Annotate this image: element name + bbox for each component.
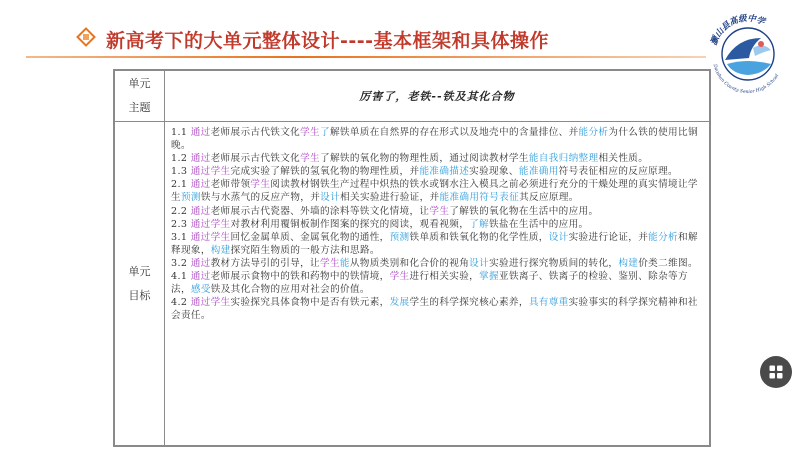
- goal-segment: 2.1: [171, 179, 191, 191]
- goal-item: [171, 296, 703, 322]
- goal-segment: 从物质类别和化合价的视角: [349, 257, 470, 269]
- goal-segment: 探究陌生物质的一般方法和思路。: [230, 244, 380, 256]
- goal-item: [171, 165, 703, 178]
- goal-segment: 3.1: [171, 231, 191, 243]
- goals-label: [115, 122, 165, 446]
- goal-segment: 老师展示食物中的铁和药物中的铁情境，: [210, 271, 390, 283]
- goal-segment: 教材方法导引的引导，让: [210, 257, 320, 269]
- goal-segment: 实验事实的科学探究精神和社会责任。: [171, 297, 698, 322]
- goal-segment: 学生的科学探究核心素养，: [409, 297, 529, 309]
- goal-segment: 通过: [190, 205, 211, 217]
- goal-item: [171, 218, 703, 231]
- goals-list: [165, 122, 710, 446]
- goal-segment: 对教材利用覆铜板制作图案的探究的阅读，观看视频，: [230, 218, 470, 230]
- goal-segment: 4.2: [171, 297, 191, 309]
- goal-segment: 学生: [429, 205, 450, 217]
- goal-segment: 能分析: [578, 127, 609, 138]
- goal-segment: 老师展示古代铁文化: [210, 127, 301, 138]
- goal-item: [171, 270, 703, 296]
- goal-segment: 实验现象、: [469, 166, 519, 178]
- goal-segment: 价类二维图。: [638, 257, 698, 269]
- goal-segment: 能自我归纳整理: [528, 153, 599, 165]
- goal-item: [171, 205, 703, 218]
- goal-segment: 能准确用: [518, 166, 559, 178]
- goal-segment: 铁与水蒸气的反应产物，并: [200, 192, 321, 204]
- header: [0, 0, 700, 62]
- diamond-bullet-icon: [76, 27, 96, 47]
- goal-segment: 2.2: [171, 205, 191, 217]
- goals-label-text: 单元 目标: [128, 264, 151, 302]
- goal-segment: 阅读教材钢铁生产过程中炽热的铁水或钢水注入模具之前必须进行充分的干燥处理的真实情境让学生: [171, 179, 698, 204]
- goal-item: [171, 126, 703, 152]
- goal-segment: 1.3: [171, 166, 191, 178]
- goal-segment: 学生: [389, 271, 410, 283]
- goal-segment: 能: [339, 257, 350, 269]
- goal-segment: 通过: [190, 257, 211, 269]
- goal-segment: 解铁单质在自然界的存在形式以及地壳中的含量排位、并: [329, 127, 579, 138]
- goal-segment: 通过学生: [190, 297, 231, 309]
- goal-segment: 构建: [618, 257, 639, 269]
- title-underline: [26, 56, 706, 58]
- unit-design-table: [113, 69, 711, 447]
- goal-segment: 3.2: [171, 257, 191, 269]
- goal-segment: 设计: [548, 231, 569, 243]
- logo-text: 灏山县高级中学: [709, 13, 767, 47]
- goal-segment: 实验进行探究物质间的转化，: [489, 257, 619, 269]
- goal-segment: 通过学生: [190, 231, 231, 243]
- goal-segment: 预测: [389, 231, 410, 243]
- goal-segment: 老师带领: [210, 179, 251, 191]
- goal-segment: 实验进行论证，并: [568, 231, 649, 243]
- theme-row: [115, 71, 710, 122]
- goal-segment: 掌握: [479, 271, 499, 283]
- goal-segment: 铁单质和铁氧化物的化学性质，: [409, 231, 549, 243]
- goal-segment: 通过: [190, 179, 211, 191]
- goal-segment: 学生: [300, 153, 320, 165]
- goal-segment: 了解铁的氧化物在生活中的应用。: [449, 205, 599, 217]
- goal-segment: 通过: [190, 271, 211, 283]
- goal-segment: 预测: [180, 192, 201, 204]
- goal-segment: 为什么铁的使用比铜晚。: [171, 127, 698, 152]
- goal-segment: 通过学生: [190, 166, 231, 178]
- goal-segment: 实验探究具体食物中是否有铁元素，: [230, 297, 390, 309]
- goal-segment: 完成实验了解铁的氢氧化物的物理性质，并: [230, 166, 420, 178]
- goal-segment: 回忆金属单质、金属氧化物的通性，: [230, 231, 390, 243]
- goal-item: [171, 178, 703, 204]
- theme-label-text: 单元 主题: [128, 77, 151, 114]
- goal-item: [171, 231, 703, 257]
- goal-segment: 能分析: [648, 231, 679, 243]
- goal-segment: 铁及其化合物的应用对社会的价值。: [210, 284, 370, 296]
- goals-row: [115, 122, 710, 446]
- slide-title: 新高考下的大单元整体设计----基本框架和具体操作: [106, 30, 550, 52]
- goal-segment: 能准确用符号表征: [439, 192, 520, 204]
- goal-segment: 学生: [250, 179, 271, 191]
- goal-segment: 能准确描述: [419, 166, 470, 178]
- theme-value: 厉害了，老铁--铁及其化合物: [165, 71, 710, 122]
- goal-segment: 1.1: [171, 127, 191, 138]
- goal-segment: 感受: [190, 284, 211, 296]
- goal-segment: 4.1: [171, 271, 191, 283]
- logo-subtext: Daoshan County Senior High School: [711, 63, 781, 96]
- goal-item: [171, 152, 703, 165]
- goal-segment: 通过: [190, 127, 211, 138]
- goal-segment: 了解: [469, 218, 490, 230]
- goal-segment: 1.2: [171, 153, 191, 165]
- goal-segment: 老师展示古代铁文化: [210, 153, 301, 165]
- goal-segment: 设计: [469, 257, 490, 269]
- goal-segment: 铁盐在生活中的应用。: [489, 218, 589, 230]
- goal-segment: 发展: [389, 297, 410, 309]
- goal-segment: 设计: [320, 192, 341, 204]
- goal-segment: 学生: [320, 257, 340, 269]
- theme-label: [115, 71, 165, 122]
- goal-segment: 2.3: [171, 218, 191, 230]
- goal-segment: 老师展示古代瓷器、外墙的涂料等铁文化情境，让: [210, 205, 430, 217]
- goal-segment: 符号表征相应的反应原理。: [558, 166, 678, 178]
- goal-segment: 进行相关实验，: [409, 271, 480, 283]
- goal-segment: 了解铁的氧化物的物理性质，通过阅读教材学生: [320, 153, 529, 165]
- goal-segment: 相关性质。: [598, 153, 649, 165]
- goal-segment: 了: [320, 127, 330, 138]
- grid-four-icon: [769, 365, 783, 379]
- goal-segment: 其反应原理。: [519, 192, 579, 204]
- goal-segment: 和解释现象，: [171, 231, 698, 256]
- goal-segment: 具有尊重: [528, 297, 569, 309]
- grid-menu-button[interactable]: [760, 356, 792, 388]
- school-emblem-icon: [703, 8, 793, 98]
- goal-segment: 通过学生: [190, 218, 231, 230]
- goal-segment: 亚铁离子、铁离子的检验、鉴别、除杂等方法，: [171, 271, 688, 296]
- goal-segment: 学生: [300, 127, 320, 138]
- goal-segment: 相关实验进行验证，并: [340, 192, 440, 204]
- goal-segment: 构建: [210, 244, 231, 256]
- goal-segment: 通过: [190, 153, 211, 165]
- goal-item: [171, 257, 703, 270]
